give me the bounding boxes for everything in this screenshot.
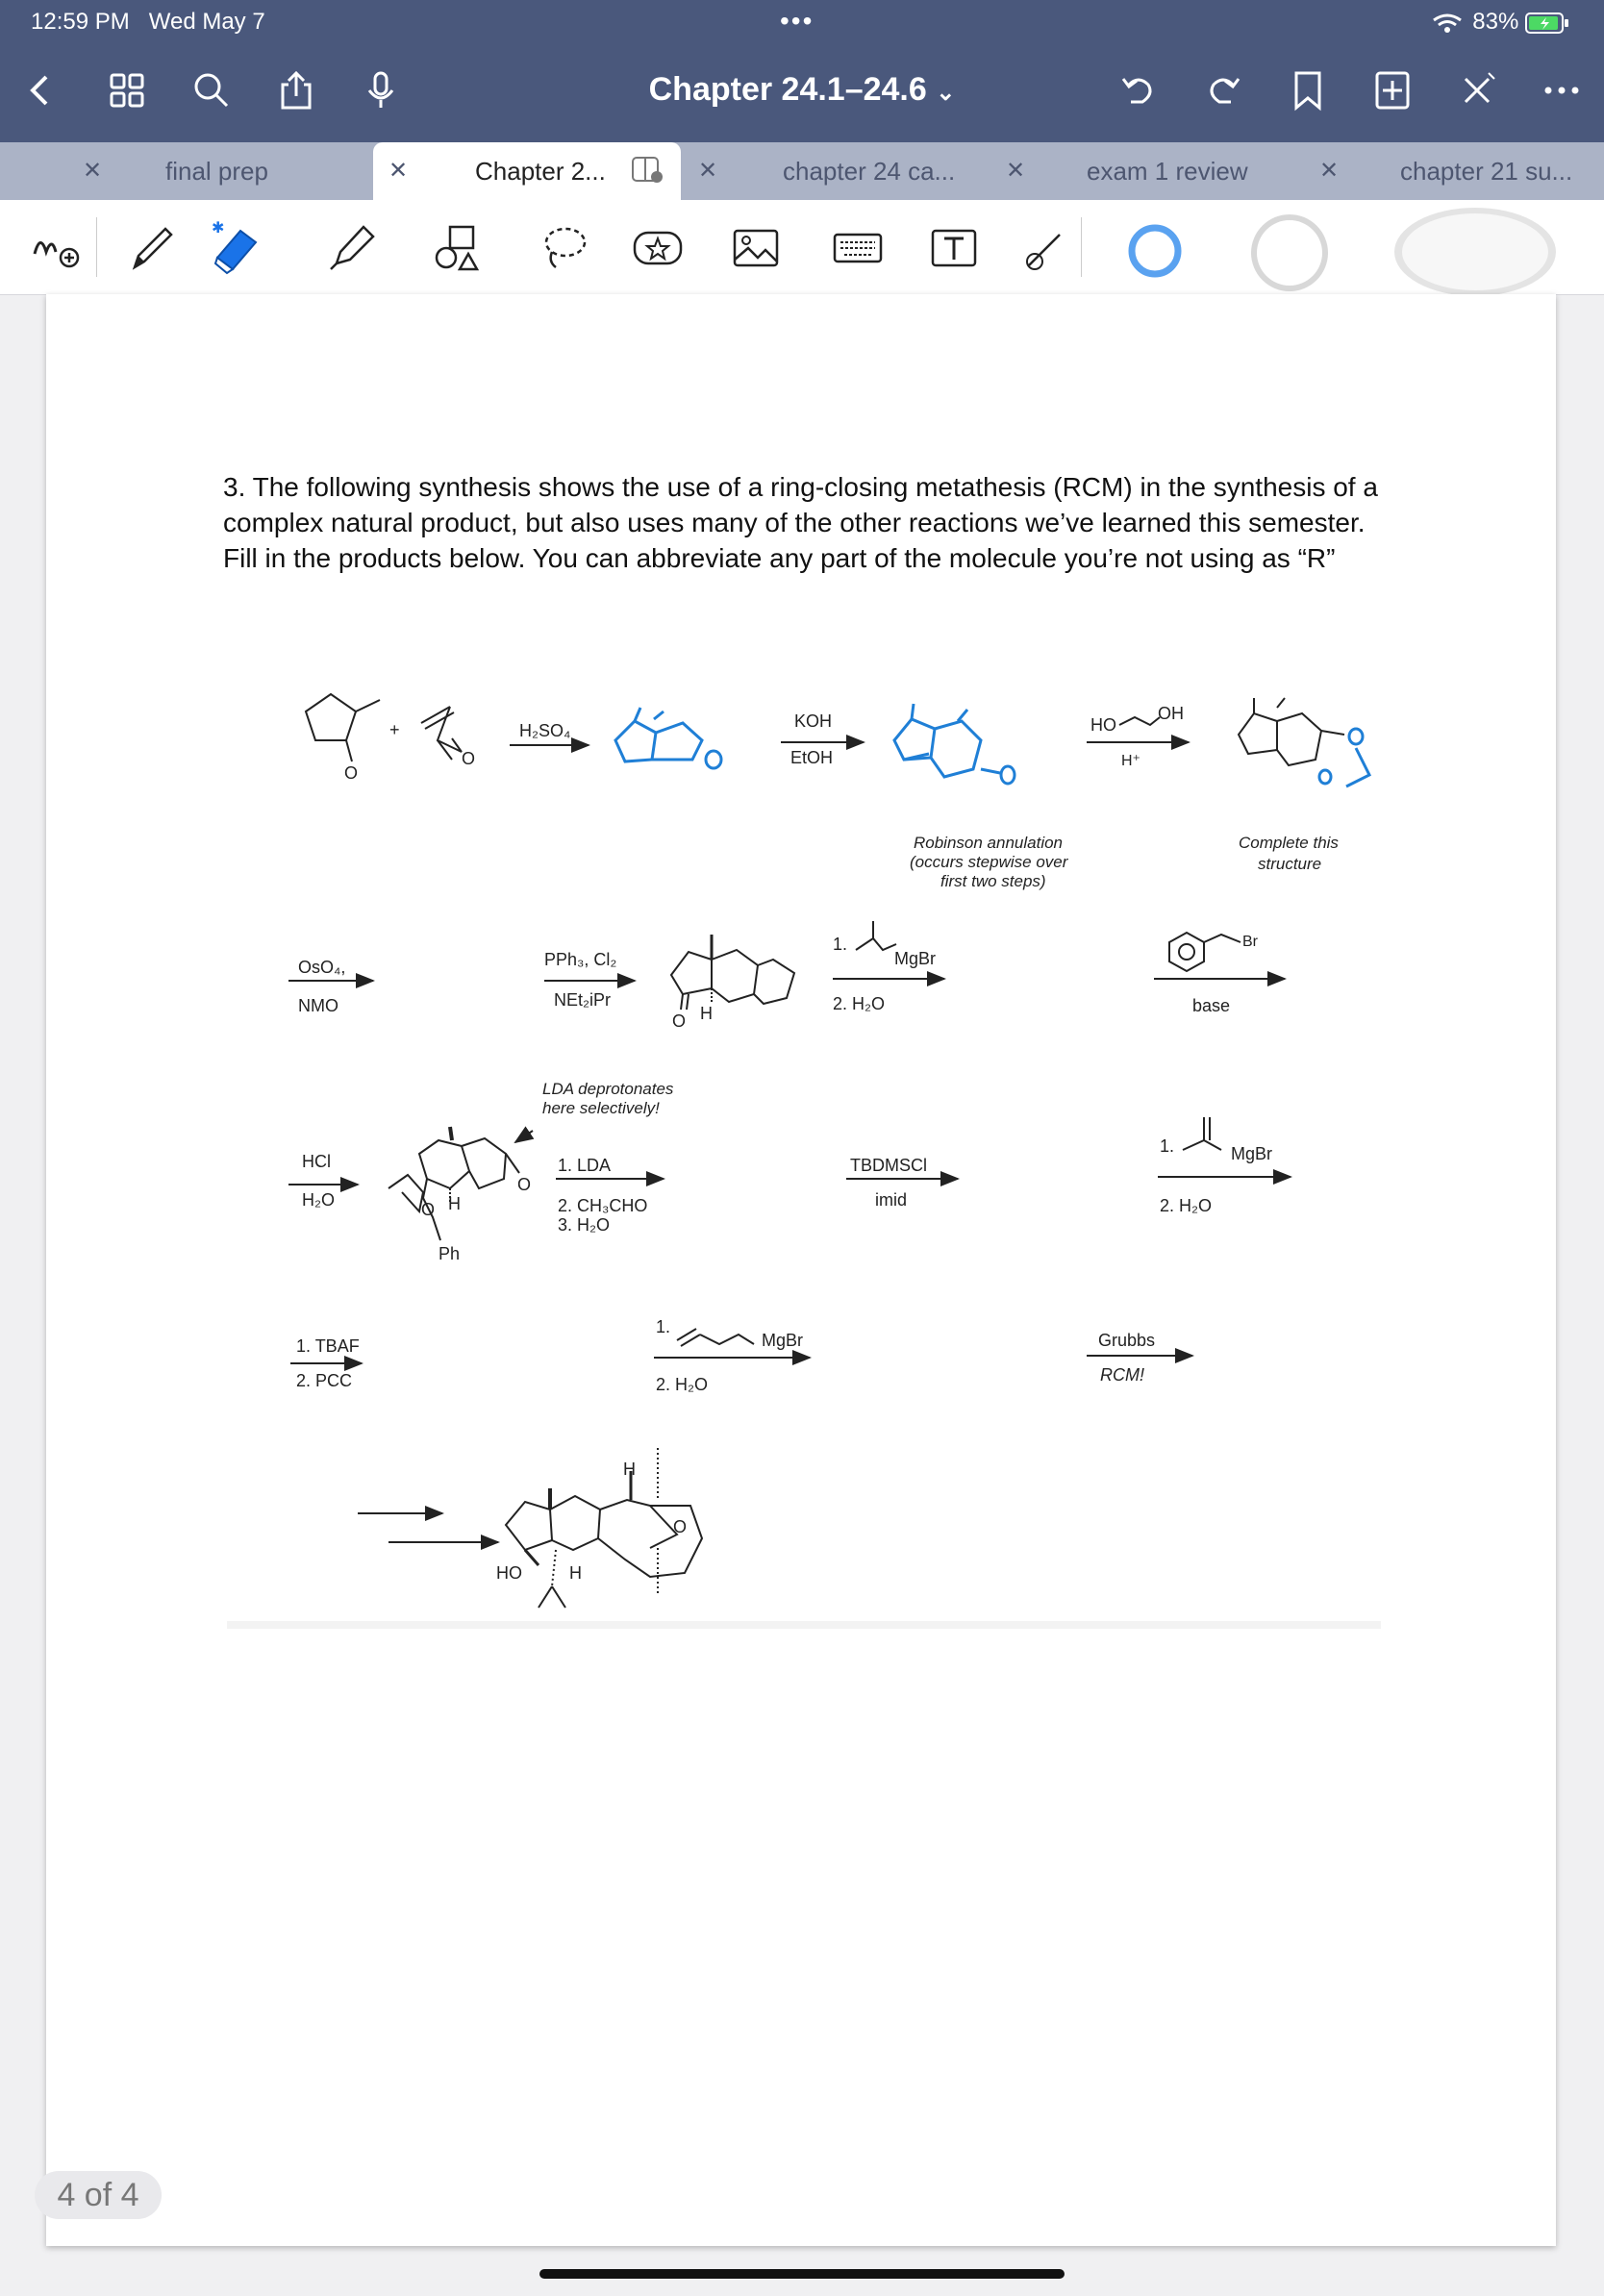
reagent-acid: H⁺ — [1121, 753, 1140, 769]
reagent-koh: KOH — [794, 711, 833, 731]
butenyl-grignard-structure — [677, 1329, 754, 1346]
cyclopentanone-structure — [306, 694, 380, 783]
reagent-tbaf: 1. TBAF — [296, 1336, 360, 1356]
complete-structure-note — [1239, 834, 1339, 873]
multitask-dots[interactable]: ••• — [780, 6, 815, 36]
benzyl-bromide-structure — [1169, 933, 1241, 971]
reagent-base: base — [1192, 996, 1231, 1015]
oxygen-label: O — [673, 1517, 688, 1536]
status-time: 12:59 PM Wed May 7 — [31, 9, 265, 35]
tab-label: chapter 24 ca... — [783, 157, 956, 186]
svg-text:first two steps): first two steps) — [940, 872, 1046, 890]
handwritten-product-2 — [894, 704, 1015, 784]
svg-text:structure: structure — [1258, 855, 1322, 873]
lda-aldol-steps — [558, 1156, 647, 1235]
svg-text:(occurs stepwise over: (occurs stepwise over — [910, 853, 1068, 871]
svg-text:✱: ✱ — [212, 219, 225, 237]
step-number: 1. — [1160, 1136, 1175, 1156]
reagent-oso4: OsO₄, — [298, 958, 346, 977]
question-text: 3. The following synthesis shows the use of a ring-closing metathesis (RCM) in the synthesis of a complex natural product, but also uses many of the other reactions we’ve learned this semester. Fill in the products below. You can abbreviate any part of the molecule you’re not using as “R” — [223, 472, 1378, 573]
battery-status: 83% — [1428, 9, 1569, 36]
svg-text:O: O — [344, 763, 359, 783]
bromine-label: Br — [1242, 934, 1258, 950]
reagent-workup: 2. H₂O — [1160, 1196, 1212, 1215]
reagent-water: H₂O — [302, 1190, 335, 1210]
mvk-structure — [421, 707, 475, 768]
close-tab-icon[interactable]: ✕ — [388, 158, 409, 184]
lda-note — [542, 1080, 674, 1117]
reagent-grubbs: Grubbs — [1098, 1331, 1156, 1350]
hydrogen-label: H — [448, 1194, 461, 1213]
reagent-grignard: MgBr — [894, 949, 937, 968]
hydroxyl-label: HO — [496, 1563, 522, 1583]
tab-label: final prep — [165, 157, 268, 186]
ketal-product-structure — [1239, 698, 1344, 765]
hydrogen-label: H — [623, 1460, 636, 1479]
phenyl-label: Ph — [439, 1244, 461, 1263]
page-indicator[interactable]: 4 of 4 — [35, 2171, 162, 2219]
reagent-workup: 2. H₂O — [833, 994, 885, 1013]
reagent-etoh: EtOH — [790, 748, 834, 767]
oxygen-label: O — [517, 1175, 532, 1194]
rcm-label: RCM! — [1100, 1365, 1144, 1385]
reagent-nmo: NMO — [298, 996, 338, 1015]
isopropyl-grignard-structure — [856, 921, 896, 950]
svg-text:here selectively!: here selectively! — [542, 1099, 660, 1117]
reagent-imidazole: imid — [875, 1190, 908, 1210]
svg-text:3. H₂O: 3. H₂O — [558, 1215, 610, 1235]
ketone-ketal-structure — [671, 935, 794, 1010]
reagent-h2so4: H₂SO₄ — [519, 721, 571, 740]
close-tab-icon[interactable]: ✕ — [83, 158, 103, 184]
svg-text:Complete this: Complete this — [1239, 834, 1339, 852]
tab-label: exam 1 review — [1087, 157, 1248, 186]
svg-text:2. CH₃CHO: 2. CH₃CHO — [558, 1196, 648, 1215]
note-pointer-arrow — [515, 1131, 533, 1142]
reagent-ethylene-glycol-ho: HO — [1090, 715, 1116, 735]
robinson-annulation-note — [910, 834, 1069, 890]
reagent-pph3-cl2: PPh₃, Cl₂ — [544, 950, 617, 969]
page-bottom-strip — [227, 1621, 1381, 1629]
svg-text:1. LDA: 1. LDA — [558, 1156, 612, 1175]
svg-text:Robinson annulation: Robinson annulation — [914, 834, 1064, 852]
tab-label: chapter 21 su... — [1400, 157, 1573, 186]
reagent-grignard: MgBr — [762, 1331, 804, 1350]
reagent-workup: 2. H₂O — [656, 1375, 708, 1394]
svg-text:LDA deprotonates: LDA deprotonates — [542, 1080, 674, 1098]
home-indicator[interactable] — [539, 2269, 1065, 2279]
step-number: 1. — [833, 935, 848, 954]
tab-label: Chapter 2... — [475, 157, 606, 186]
handwritten-ketal-ring — [1319, 729, 1369, 786]
oxygen-label: O — [672, 1011, 687, 1031]
step-number: 1. — [656, 1317, 671, 1336]
close-tab-icon[interactable]: ✕ — [698, 158, 718, 184]
benzyl-ether-structure — [388, 1127, 519, 1240]
plus-sign: + — [389, 720, 400, 739]
svg-text:O: O — [462, 749, 476, 768]
isopropenyl-grignard-structure — [1183, 1117, 1221, 1150]
reagent-pcc: 2. PCC — [296, 1371, 353, 1390]
reagent-ethylene-glycol-oh: OH — [1158, 704, 1184, 723]
handwritten-product-1 — [615, 708, 721, 768]
hydrogen-label: H — [700, 1004, 713, 1023]
close-tab-icon[interactable]: ✕ — [1319, 158, 1340, 184]
reagent-hcl: HCl — [302, 1152, 331, 1171]
close-tab-icon[interactable]: ✕ — [1006, 158, 1026, 184]
reagent-tbdmscl: TBDMSCl — [850, 1156, 927, 1175]
hydrogen-label: H — [569, 1563, 582, 1583]
reagent-grignard: MgBr — [1231, 1144, 1273, 1163]
oxygen-label: O — [421, 1200, 436, 1219]
reagent-base: NEt₂iPr — [554, 990, 611, 1010]
document-title[interactable]: Chapter 24.1–24.6 ⌄ — [648, 71, 956, 108]
